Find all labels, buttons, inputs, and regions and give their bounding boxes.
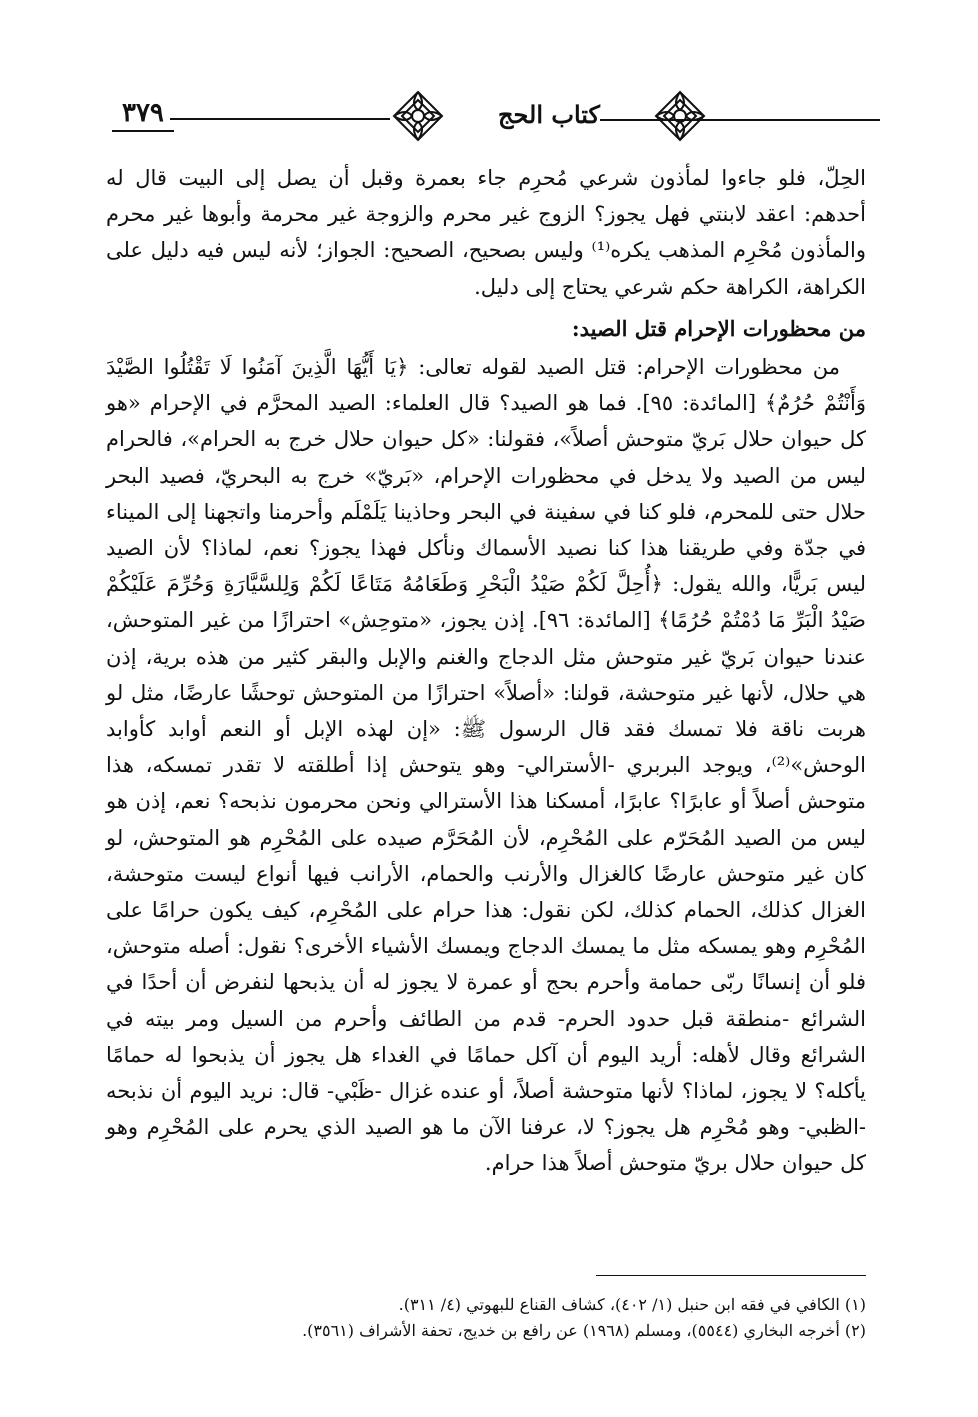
page-number: ٣٧٩ [112, 98, 174, 132]
section-heading: من محظورات الإحرام قتل الصيد: [571, 315, 866, 341]
main-text [106, 160, 866, 1182]
ornament-left-icon [390, 88, 446, 144]
footnote-divider [596, 1275, 866, 1276]
footnote-item: (١) الكافي في فقه ابن حنبل (١/ ٤٠٢)، كشاف القناع للبهوتي (٤/ ٣١١). [398, 1295, 866, 1314]
footnotes [106, 1292, 866, 1344]
header-rule-left [170, 118, 390, 120]
body-paragraph: الحِلّ، فلو جاءوا لمأذون شرعي مُحرِم جاء بعمرة وقبل أن يصل إلى البيت قال له أحدهم: اعقد لابنتي فهل يجوز؟ الزوج غير محرم والزوجة غير محرمة وأبوها غير محرم والمأذون مُحْرِم المذهب يكره⁽¹⁾ وليس بصحيح، الصحيح: الجواز؛ لأنه ليس فيه دليل على الكراهة، الكراهة حكم شرعي يحتاج إلى دليل. [106, 166, 866, 299]
body-paragraph: من محظورات الإحرام: قتل الصيد لقوله تعالى: ﴿يَا أَيُّهَا الَّذِينَ آمَنُوا لَا تَقْتُلُوا الصَّيْدَ وَأَنْتُمْ حُرُمٌ﴾ [المائدة: ٩٥]. فما هو الصيد؟ قال العلماء: الصيد المحرَّم في الإحرام «هو كل حيوان حلال بَريّ متوحش أصلاً»، فقولنا: «كل حيوان حلال خرج به الحرام»، فالحرام ليس من الصيد ولا يدخل في محظورات الإحرام، «بَريّ» خرج به البحريّ، فصيد البحر حلال حتى للمحرم، فلو كنا في سفينة في البحر وحاذينا يَلَمْلَم وأحرمنا واتجهنا إلى الميناء في جدّة وفي طريقنا هذا كنا نصيد الأسماك ونأكل فهذا يجوز؟ نعم، لماذا؟ لأن الصيد ليس بَريًّا، والله يقول: ﴿أُحِلَّ لَكُمْ صَيْدُ الْبَحْرِ وَطَعَامُهُ مَتَاعًا لَكُمْ وَلِلسَّيَّارَةِ وَحُرِّمَ عَلَيْكُمْ صَيْدُ الْبَرِّ مَا دُمْتُمْ حُرُمًا﴾ [المائدة: ٩٦]. إذن يجوز، «متوحِش» احترازًا من غير المتوحش، عندنا حيوان بَريّ غير متوحش مثل الدجاج والغنم والإبل والبقر كثير من هذه برية، إذن هي حلال، لأنها غير متوحشة، قولنا: «أصلاً» احترازًا من المتوحش توحشًا عارضًا، مثل لو هربت ناقة فلا تمسك فقد قال الرسول ﷺ: «إن لهذه الإبل أو النعم أوابد كأوابد الوحش»⁽²⁾، ويوجد البربري -الأسترالي- وهو يتوحش إذا أطلقته لا تقدر تمسكه، هذا متوحش أصلاً أو عابرًا؟ عابرًا، أمسكنا هذا الأسترالي ونحن محرمون نذبحه؟ نعم، إذن هو ليس من الصيد المُحَرّم على المُحْرِم، لأن المُحَرَّم صيده على المُحْرِم هو المتوحش، لو كان غير متوحش عارضًا كالغزال والأرنب والحمام، الأرانب فيها أنواع ليست متوحشة، الغزال كذلك، الحمام كذلك، لكن نقول: هذا حرام على المُحْرِم، كيف يكون حرامًا على المُحْرِم وهو يمسكه مثل ما يمسك الدجاج ويمسك الأشياء الأخرى؟ نقول: أصله متوحش، فلو أن إنسانًا ربّى حمامة وأحرم بحج أو عمرة لا يجوز له أن يذبحها لنفرض أن أحدًا في الشرائع -منطقة قبل حدود الحرم- قدم من الطائف وأحرم من السيل ومر بيته في الشرائع وقال لأهله: أريد اليوم أن آكل حمامًا في الغداء هل يجوز أن يذبحوا له حمامًا يأكله؟ لا يجوز، لماذا؟ لأنها متوحشة أصلاً، أو عنده غزال -ظَبْي- قال: نريد اليوم أن نذبحه -الظبي- وهو مُحْرِم هل يجوز؟ لا، عرفنا الآن ما هو الصيد الذي يحرم على المُحْرِم وهو كل حيوان حلال بريّ متوحش أصلاً هذا حرام. [106, 355, 867, 1176]
book-title: كتاب الحج [498, 100, 600, 129]
page-header [100, 88, 880, 150]
header-rule-right [600, 119, 880, 121]
ornament-right-icon [652, 88, 708, 144]
footnote-item: (٢) أخرجه البخاري (٥٥٤٤)، ومسلم (١٩٦٨) عن رافع بن خديج، تحفة الأشراف (٣٥٦١). [302, 1321, 866, 1340]
